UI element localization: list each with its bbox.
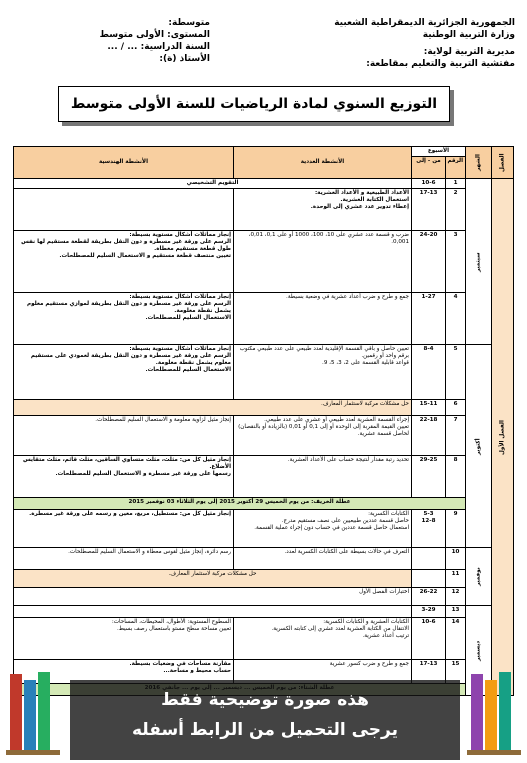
week-number: 1 [446,179,466,189]
week-number: 2 [446,189,466,231]
month-september: سبتمبر [466,179,492,345]
col-numeric-header: الأنشطة العددية [234,147,412,179]
numeric-activity: الكتابات الكسرية: حاصل قسمة عددين طبيعيين على نصف مستقيم مدرج. استعمال حاصل قسمة عددين في حساب دون إجراء عملية القسمة. [234,510,412,548]
header-left-line: السنة الدراسية: ... / ... [107,42,210,52]
integration-row: حل مشكلات مركبة لاستثمار المعارف. [14,400,412,416]
diagnostic-row: التقويم التشخيصي [14,179,412,189]
col-geometric-header: الأنشطة الهندسية [14,147,234,179]
week-range: 17-13 [412,660,446,684]
watermark-line-2: يرجى التحميل من الرابط أسفله [131,720,399,740]
numeric-activity: جمع و طرح و ضرب كسور عشرية [234,660,412,684]
autumn-break-row: عطلة الخريف: من يوم الخميس 29 أكتوبر 2015 إلى يوم الثلاثاء 03 نوفمبر 2015 [14,498,466,510]
geometric-activity: مقارنة مساحات في وضعيات بسيطة. حساب محيط و مساحة... [14,660,234,684]
week-number: 9 [446,510,466,548]
col-week-header: الأسبوع [412,147,466,157]
numeric-activity: إجراء القسمة العشرية لعدد طبيعي أو عشري على عدد طبيعي. تعيين القيمة المقربة إلى الوحدة أو إلى 0,1 أو 0,01 (بالزيادة أو بالنقصان) لحاصل قسمة عشرية. [234,416,412,456]
week-range: 10-6 [412,179,446,189]
numeric-activity: ضرب و قسمة عدد عشري على 10، 100، 1000 أو على 0,1، 0,01، 0,001. [234,231,412,293]
week-range: 8-4 [412,345,446,400]
month-november: نوفمبر [466,548,492,606]
week-number: 3 [446,231,466,293]
week-range: 5-3 12-8 [412,510,446,548]
week-number: 10 [446,548,466,570]
geometric-activity: السطوح المستوية: الأطوال، المحيطات، المساحات: تعيين مساحة سطح مستو باستعمال رصف بسيط. [14,618,234,660]
week-number: 7 [446,416,466,456]
header-right [295,17,515,70]
week-number: 8 [446,456,466,498]
geometric-activity: إنجاز مماثلات أشكال مستوية بسيطة: الرسم على ورقة غير مسطرة و دون النقل بطريقة لعمودي على مستقيم معلوم يشمل نقطة معلومة. الاستعمال السليم للمصطلحات. [14,345,234,400]
exam-row: اختبارات الفصل الأول [14,588,412,606]
week-number: 5 [446,345,466,400]
week-number: 13 [446,606,466,618]
header-right-line: مديرية التربية لولاية: [423,47,515,57]
numeric-activity: تحديد رتبة مقدار لنتيجة حساب على الأعداد العشرية. [234,456,412,498]
week-range: 1-27 [412,293,446,345]
numeric-activity: التعرف في حالات بسيطة على الكتابات الكسرية لعدد. [234,548,412,570]
week-number: 6 [446,400,466,416]
month-december: ديسمبر [466,606,492,696]
week-range: 24-20 [412,231,446,293]
header-right-line: وزارة التربية الوطنية [422,30,515,40]
week-range: 15-11 [412,400,446,416]
header-left-line: المستوى: الأولى متوسط [99,30,210,40]
col-week-num-header: الرقم [446,157,466,179]
header-left [40,17,210,65]
week-range [412,570,446,588]
books-icon [4,670,62,756]
week-number: 15 [446,660,466,684]
watermark-line-1: هذه صورة توضيحية فقط [161,690,369,710]
week-range: 26-22 [412,588,446,606]
geometric-activity: إنجاز مماثلات أشكال مستوية بسيطة: الرسم على ورقة غير مسطرة و دون النقل بطريقة لقطعة مستقيم لها نفس طول قطعة مستقيم معطاة. تعيين منتصف قطعة مستقيم و الاستعمال السليم للمصطلحات. [14,231,234,293]
week-range: 22-18 [412,416,446,456]
col-month-header: الشهر [466,147,492,179]
col-week-range-header: من - إلى [412,157,446,179]
numeric-activity: الأعداد الطبيعية و الأعداد العشرية: استعمال الكتابة العشرية. إعطاء تدوير عدد عشري إلى الوحدة. [234,189,412,231]
week-number: 12 [446,588,466,606]
week-range: 29-25 [412,456,446,498]
col-trimester-header: الفصل [492,147,514,179]
numeric-activity: جمع و طرح و ضرب أعداد عشرية في وضعية بسيطة. [234,293,412,345]
watermark-banner [0,668,527,763]
header-left-line: متوسطة: [168,18,210,28]
geometric-activity: إنجاز مثيل كل من: مستطيل، مربع، معين و رسمه على ورقة غير مسطرة. [14,510,234,548]
numeric-activity: تعيين حاصل و باقي القسمة الإقليدية لعدد طبيعي على عدد طبيعي مكتوب برقم واحد أو رقمين. قواعد قابلية القسمة على 2، 3، 5، 9. [234,345,412,400]
geometric-activity [14,189,234,231]
header-left-line: الأستاذ (ة): [159,54,210,64]
geometric-activity: إنجاز مثيل لزاوية معلومة و الاستعمال السليم للمصطلحات. [14,416,234,456]
week-number: 14 [446,618,466,660]
integration-row: حل مشكلات مركبة لاستثمار المعارف. [14,570,412,588]
week-range [412,548,446,570]
document-title: التوزيع السنوي لمادة الرياضيات للسنة الأولى متوسط [58,86,450,122]
week-range: 3-29 [412,606,446,618]
week-range: 17-13 [412,189,446,231]
month-october: أكتوبر [466,345,492,548]
week-range: 10-6 [412,618,446,660]
week-number: 4 [446,293,466,345]
header-right-line: مفتشية التربية والتعليم بمقاطعة: [366,59,515,69]
trimester-1-label: الفصل الأول [492,179,514,696]
numeric-activity: الكتابات العشرية و الكتابات الكسرية: الانتقال من الكتابة العشرية لعدد عشري إلى كتابته الكسرية. ترتيب أعداد عشرية. [234,618,412,660]
books-icon [465,670,523,756]
geometric-activity: رسم دائرة، إنجاز مثيل لقوس معطاة و الاستعمال السليم للمصطلحات. [14,548,234,570]
geometric-activity: إنجاز مماثلات أشكال مستوية بسيطة: الرسم على ورقة غير مسطرة و دون النقل بطريقة لموازي مستقيم معلوم يشمل نقطة معلومة. الاستعمال السليم للمصطلحات. [14,293,234,345]
geometric-activity: إنجاز مثيل كل من: مثلث، مثلث متساوي الساقين، مثلث قائم، مثلث متقايس الأضلاع. رسمها على ورقة غير مسطرة و الاستعمال السليم للمصطلحات. [14,456,234,498]
header-right-line: الجمهورية الجزائرية الديمقراطية الشعبية [334,18,515,28]
annual-plan-table [13,146,514,696]
empty-row [14,606,412,618]
week-number: 11 [446,570,466,588]
